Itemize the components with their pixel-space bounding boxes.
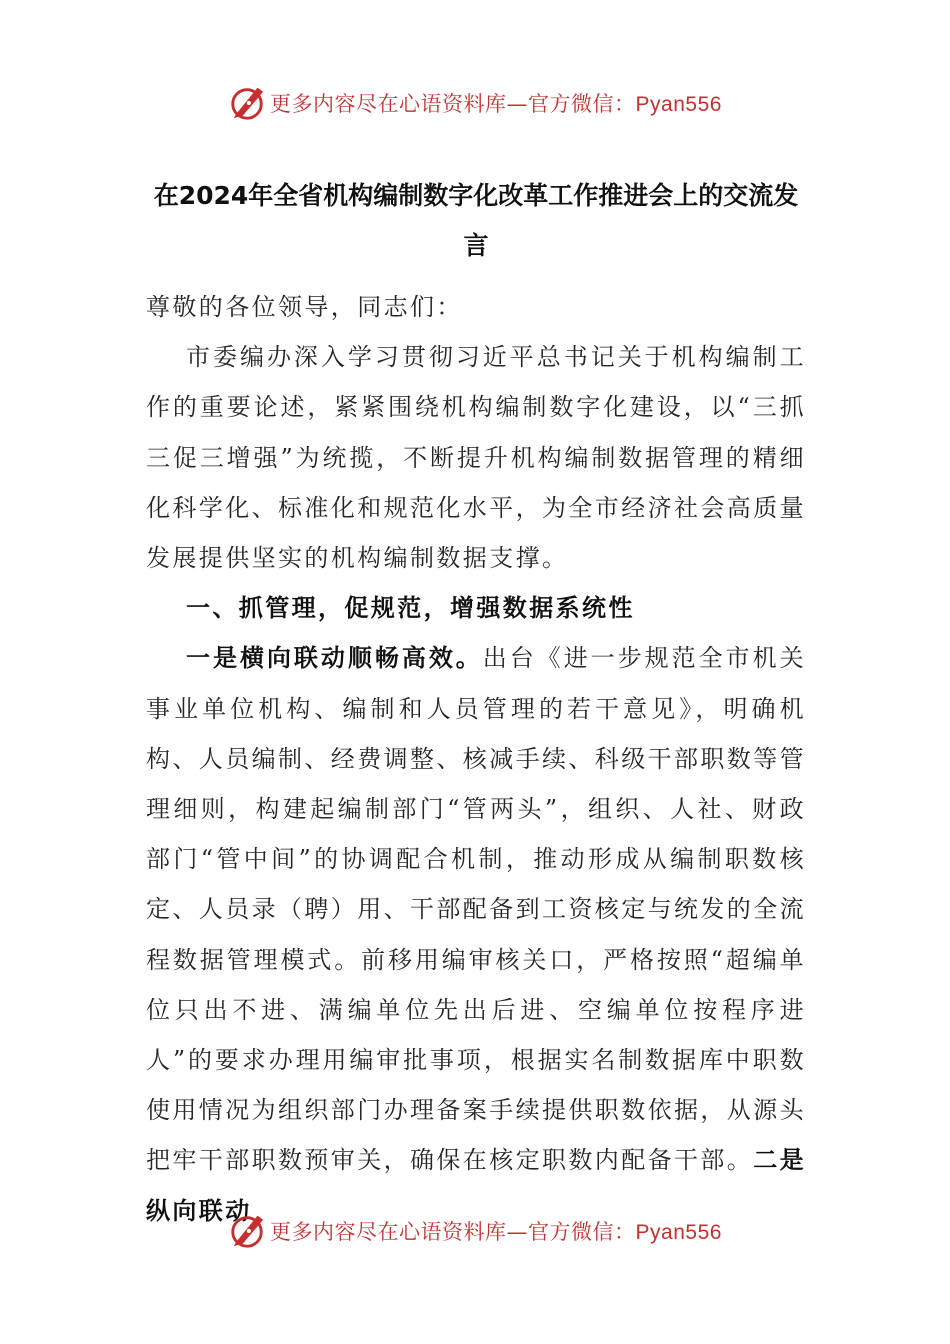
watermark-official-label: 官方微信： [528,92,636,116]
watermark-wechat-id: Pyan556 [635,1221,722,1244]
section-heading-1: 一、抓管理，促规范，增强数据系统性 [186,594,635,623]
footer-watermark [0,1211,950,1251]
header-watermark [0,83,950,123]
watermark-separator: — [506,92,529,116]
page-title: 在2024年全省机构编制数字化改革工作推进会上的交流发言 [153,181,799,260]
point-text-1: 出台《进一步规范全市机关事业单位机构、编制和人员管理的若干意见》，明确机构、人员编制、经费调整、核减手续、科级干部职数等管理细则，构建起编制部门“管两头”，组织、人社、财政部门“管中间”的协调配合机制，推动形成从编制职数核定、人员录（聘）用、干部配备到工资核定与统发的全流程数据管理模式。前移用编审核关口，严格按照“超编单位只出不进、满编单位先出后进、空编单位按程序进人”的要求办理用编审批事项，根据实名制数据库中职数使用情况为组织部门办理备案手续提供职数依据，从源头把牢干部职数预审关，确保在核定职数内配备干部。 [146,644,806,1175]
watermark-brand: 更多内容尽在心语资料库 [270,92,507,116]
point-heading-1: 一是横向联动顺畅高效。 [186,644,483,673]
watermark-separator: — [506,1220,529,1244]
watermark-official-label: 官方微信： [528,1220,636,1244]
watermark-brand: 更多内容尽在心语资料库 [270,1220,507,1244]
watermark-text [270,1216,722,1246]
point-heading-2: 二是纵向联动 [146,1146,807,1225]
watermark-wechat-id: Pyan556 [635,93,722,116]
document-body [146,282,806,1236]
watermark-text [270,88,722,118]
intro-paragraph: 市委编办深入学习贯彻习近平总书记关于机构编制工作的重要论述，紧紧围绕机构编制数字化建设，以“三抓三促三增强”为统揽，不断提升机构编制数据管理的精细化科学化、标准化和规范化水平，为全市经济社会高质量发展提供坚实的机构编制数据支撑。 [146,343,806,573]
point-paragraph-1 [146,633,806,1235]
salutation: 尊敬的各位领导，同志们： [146,293,463,321]
pen-nib-logo-icon [228,84,266,122]
pen-nib-logo-icon [228,1212,266,1250]
